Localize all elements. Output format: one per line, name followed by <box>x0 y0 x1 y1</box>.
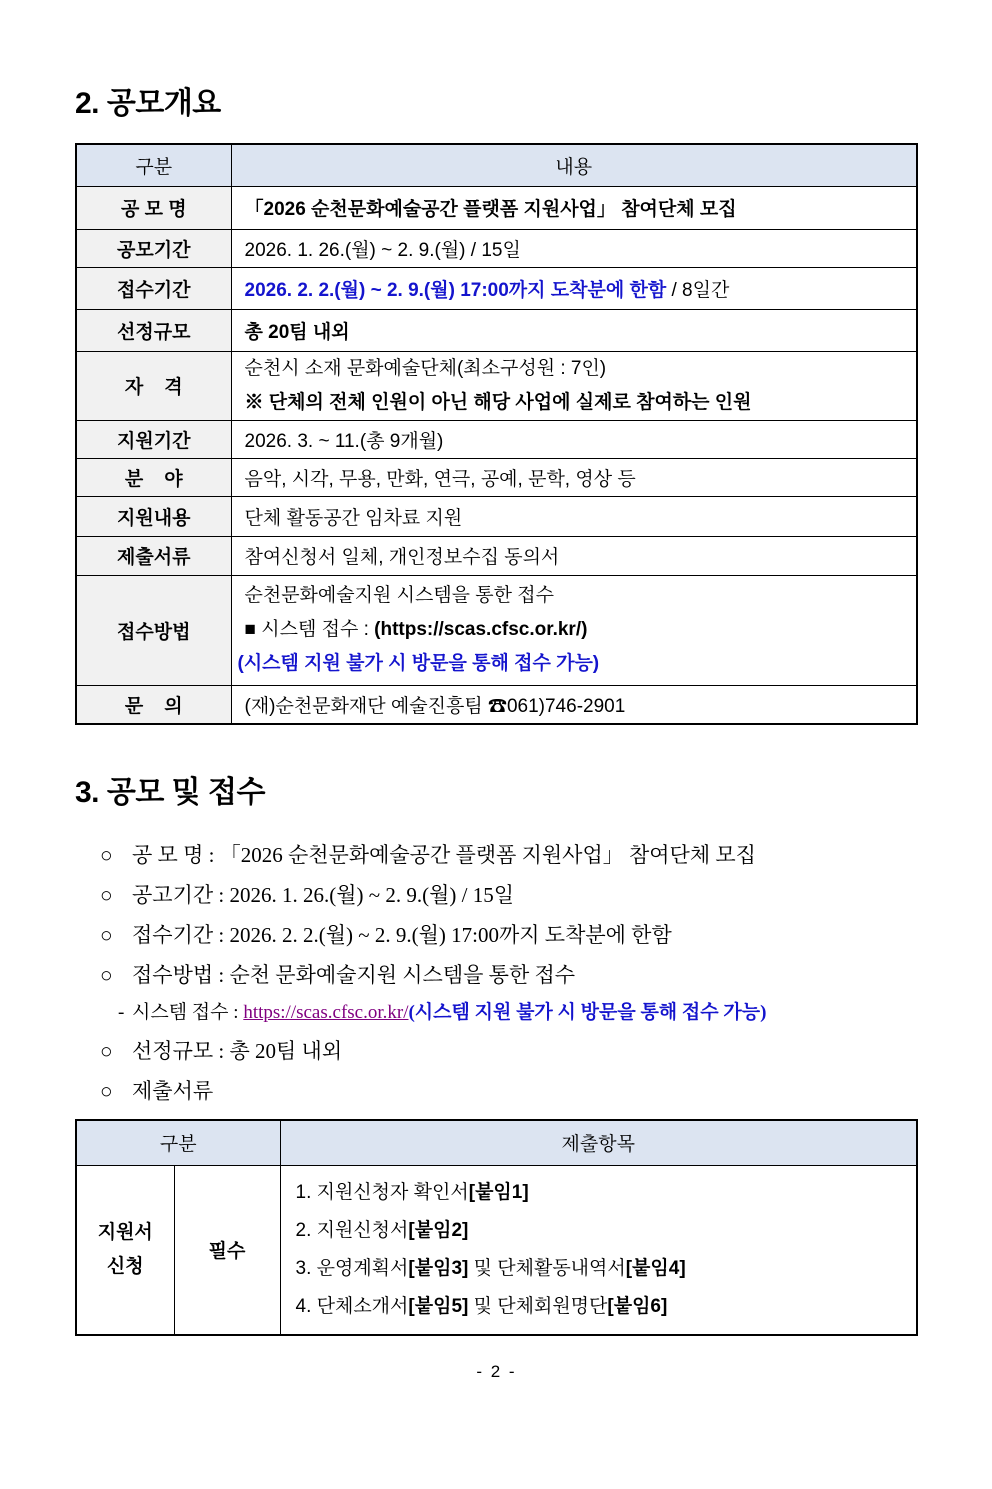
row-value-announce-period: 2026. 1. 26.(월) ~ 2. 9.(월) / 15일 <box>231 229 917 267</box>
eligibility-line2: ※ 단체의 전체 인원이 아닌 해당 사업에 실제로 참여하는 인원 <box>244 391 752 413</box>
table-row-eligibility <box>76 351 917 420</box>
apply-method-line2 <box>232 613 917 647</box>
table-row-title <box>76 186 917 229</box>
row-value-apply-period <box>231 267 917 309</box>
row-label-eligibility: 자 격 <box>76 351 231 420</box>
item-attachment-ref: [붙임6] <box>607 1295 668 1317</box>
bullet-apply-period-text: 접수기간 : 2026. 2. 2.(월) ~ 2. 9.(월) 17:00까지 도착분에 한함 <box>132 923 672 947</box>
overview-header-naeyong: 내용 <box>231 144 917 186</box>
submission-item <box>296 1174 917 1212</box>
sub-bullet-prefix: 시스템 접수 : <box>132 1002 244 1023</box>
item-text: 3. 운영계획서 <box>295 1257 409 1279</box>
submission-item <box>296 1288 917 1326</box>
bullet-marker: ○ <box>100 923 113 947</box>
row-label-apply-method: 접수방법 <box>76 575 231 685</box>
row-label-contact: 문 의 <box>76 685 231 724</box>
bullet-marker: ○ <box>100 1039 113 1063</box>
bullet-marker: ○ <box>100 1079 113 1103</box>
row-value-support-period: 2026. 3. ~ 11.(총 9개월) <box>231 420 917 458</box>
item-attachment-ref: [붙임5] <box>408 1295 469 1317</box>
section3-bullet-list <box>75 835 918 1111</box>
page-number: - 2 - <box>476 1361 517 1381</box>
row-value-support-content: 단체 활동공간 임차료 지원 <box>231 496 917 536</box>
item-attachment-ref: [붙임3] <box>408 1257 469 1279</box>
bullet-title <box>75 835 918 875</box>
submission-header-gubun: 구분 <box>76 1120 280 1165</box>
apply-period-highlight: 2026. 2. 2.(월) ~ 2. 9.(월) 17:00까지 도착분에 한함 <box>244 279 667 301</box>
apply-method-line1: 순천문화예술지원 시스템을 통한 접수 <box>244 585 555 606</box>
bullet-marker: ○ <box>100 883 113 907</box>
table-row-fields <box>76 458 917 496</box>
table-row-support-period <box>76 420 917 458</box>
item-text: 1. 지원신청자 확인서 <box>295 1181 469 1203</box>
item-text: 및 단체회원명단 <box>468 1295 608 1317</box>
row-value-contact: (재)순천문화재단 예술진흥팀 ☎061)746-2901 <box>231 685 917 724</box>
bullet-selection-size-text: 선정규모 : 총 20팀 내외 <box>132 1039 343 1063</box>
row-label-documents: 제출서류 <box>76 536 231 575</box>
submission-items-cell <box>280 1165 917 1335</box>
submission-item <box>296 1250 917 1288</box>
submission-required-cell: 필수 <box>174 1165 280 1335</box>
row-label-title: 공 모 명 <box>76 186 231 229</box>
apply-method-line3: (시스템 지원 불가 시 방문을 통해 접수 가능) <box>237 653 600 674</box>
table-row-selection-size <box>76 309 917 351</box>
row-label-support-period: 지원기간 <box>76 420 231 458</box>
table-row-documents <box>76 536 917 575</box>
bullet-apply-method <box>75 955 918 995</box>
table-row-contact <box>76 685 917 724</box>
item-attachment-ref: [붙임4] <box>625 1257 686 1279</box>
row-value-eligibility <box>231 351 917 420</box>
row-value-selection-size: 총 20팀 내외 <box>231 309 917 351</box>
row-label-announce-period: 공모기간 <box>76 229 231 267</box>
row-value-documents: 참여신청서 일체, 개인정보수집 동의서 <box>231 536 917 575</box>
table-row-support-content <box>76 496 917 536</box>
overview-header-row <box>76 144 917 186</box>
bullet-marker: ○ <box>100 963 113 987</box>
row-label-fields: 분 야 <box>76 458 231 496</box>
bullet-title-text: 공 모 명 : 「2026 순천문화예술공간 플랫폼 지원사업」 참여단체 모집 <box>132 843 756 867</box>
bullet-announce-period-text: 공고기간 : 2026. 1. 26.(월) ~ 2. 9.(월) / 15일 <box>132 883 515 907</box>
row-label-apply-period: 접수기간 <box>76 267 231 309</box>
bullet-apply-period <box>75 915 918 955</box>
table-row-apply-period <box>76 267 917 309</box>
table-row-apply-method <box>76 575 917 685</box>
system-square-icon: ■ 시스템 접수 : <box>244 619 375 640</box>
document-page <box>0 86 992 1382</box>
row-value-title: 「2026 순천문화예술공간 플랫폼 지원사업」 참여단체 모집 <box>231 186 917 229</box>
submission-header-items: 제출항목 <box>280 1120 917 1165</box>
sub-bullet-note: (시스템 지원 불가 시 방문을 통해 접수 가능) <box>408 1002 767 1023</box>
submission-item <box>296 1212 917 1250</box>
item-attachment-ref: [붙임1] <box>468 1181 529 1203</box>
bullet-selection-size <box>75 1031 918 1071</box>
bullet-announce-period <box>75 875 918 915</box>
submission-body-row <box>76 1165 917 1335</box>
sub-bullet-system-link <box>75 995 918 1031</box>
row-value-apply-method <box>231 575 917 685</box>
group-line2: 신청 <box>106 1255 144 1277</box>
item-text: 및 단체활동내역서 <box>468 1257 626 1279</box>
row-label-support-content: 지원내용 <box>76 496 231 536</box>
bullet-documents-text: 제출서류 <box>132 1079 214 1103</box>
group-line1: 지원서 <box>97 1221 153 1243</box>
item-attachment-ref: [붙임2] <box>408 1219 469 1241</box>
table-row-announce-period <box>76 229 917 267</box>
submission-header-row <box>76 1120 917 1165</box>
apply-period-suffix: / 8일간 <box>666 279 730 301</box>
dash-marker: - <box>118 1002 125 1023</box>
row-label-selection-size: 선정규모 <box>76 309 231 351</box>
system-hyperlink[interactable]: https://scas.cfsc.or.kr/ <box>243 1002 409 1023</box>
submission-group-cell <box>76 1165 174 1335</box>
system-url-text: (https://scas.cfsc.or.kr/) <box>374 619 588 640</box>
section3-heading: 3. 공모 및 접수 <box>75 776 265 809</box>
eligibility-line1: 순천시 소재 문화예술단체(최소구성원 : 7인) <box>244 357 607 379</box>
bullet-marker: ○ <box>100 843 113 867</box>
item-text: 4. 단체소개서 <box>295 1295 409 1317</box>
section2-heading: 2. 공모개요 <box>75 87 221 120</box>
overview-header-gubun: 구분 <box>76 144 231 186</box>
sub-bullet-content <box>132 995 766 1031</box>
submission-table <box>75 1119 918 1336</box>
bullet-apply-method-text: 접수방법 : 순천 문화예술지원 시스템을 통한 접수 <box>132 963 576 987</box>
item-text: 2. 지원신청서 <box>295 1219 409 1241</box>
row-value-fields: 음악, 시각, 무용, 만화, 연극, 공예, 문학, 영상 등 <box>231 458 917 496</box>
overview-table <box>75 143 918 725</box>
bullet-documents <box>75 1071 918 1111</box>
